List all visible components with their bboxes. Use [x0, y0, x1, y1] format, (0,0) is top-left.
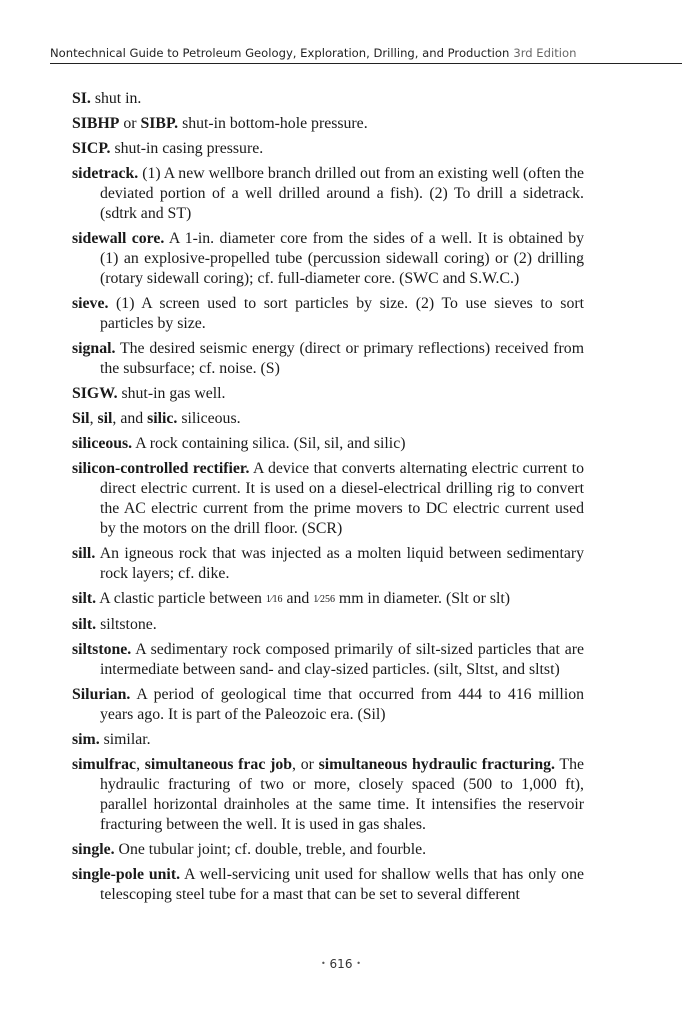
glossary-entry [72, 139, 584, 159]
entry-definition: shut-in casing pressure. [114, 140, 264, 157]
fraction-one-sixteenth: 1⁄16 [265, 594, 283, 605]
entry-definition: A clastic particle between [99, 590, 266, 607]
entry-term: SICP. [72, 140, 111, 157]
entry-term: single-pole unit. [72, 866, 181, 883]
bullet-right: • [356, 959, 361, 968]
page-number: 616 [329, 957, 353, 971]
glossary-entry [72, 409, 584, 429]
glossary-entry [72, 544, 584, 584]
entry-definition: siliceous. [181, 410, 241, 427]
running-header [50, 46, 682, 64]
entry-definition: A period of geological time that occurred from 444 to 416 million years ago. It is part of the Paleozoic era. (Sil) [100, 686, 585, 723]
entry-connector: , [89, 410, 98, 427]
entry-term-alt: simultaneous frac job [144, 756, 293, 773]
entry-definition: (1) A screen used to sort particles by size. (2) To use sieves to sort particles by size. [100, 295, 584, 332]
entry-term: silt. [72, 590, 97, 607]
glossary-entry [72, 164, 584, 224]
entry-term: single. [72, 841, 115, 858]
entry-definition: and [282, 590, 314, 607]
glossary-entry [72, 384, 584, 404]
glossary-entries [72, 89, 584, 910]
glossary-entry [72, 730, 584, 750]
entry-definition: shut-in gas well. [121, 385, 226, 402]
glossary-entry [72, 114, 584, 134]
entry-connector: , [136, 756, 145, 773]
entry-term: Silurian. [72, 686, 131, 703]
entry-definition: One tubular joint; cf. double, treble, and fourble. [118, 841, 427, 858]
bullet-left: • [321, 959, 326, 968]
entry-term: siliceous. [72, 435, 133, 452]
entry-term-alt: silic. [147, 410, 178, 427]
entry-definition: The hydraulic fracturing of two or more, closely spaced (500 to 1,000 ft), parallel horizontal drainholes at the same time. It intensifies the reservoir fracturing between the well. It is used in gas shales. [100, 756, 584, 833]
entry-term: signal. [72, 340, 116, 357]
entry-term: simulfrac [72, 756, 137, 773]
entry-term: siltstone. [72, 641, 132, 658]
page-footer [0, 957, 682, 971]
entry-term: sidetrack. [72, 165, 139, 182]
entry-term: sill. [72, 545, 96, 562]
glossary-entry [72, 434, 584, 454]
entry-definition: The desired seismic energy (direct or primary reflections) received from the subsurface; cf. noise. (S) [100, 340, 584, 377]
entry-term-alt: SIBP. [140, 115, 179, 132]
entry-term: sim. [72, 731, 100, 748]
glossary-entry [72, 865, 584, 905]
entry-definition: A device that converts alternating electric current to direct electric current. It is used on a diesel-electrical drilling rig to convert the AC electric current from the prime movers to DC electric current used by the motors on the drill floor. (SCR) [100, 460, 585, 537]
entry-definition: similar. [103, 731, 151, 748]
entry-definition: mm in diameter. (Slt or slt) [334, 590, 511, 607]
entry-term: SI. [72, 90, 91, 107]
entry-term-alt: simultaneous hydraulic fracturing. [318, 756, 555, 773]
edition-label: 3rd Edition [513, 46, 577, 60]
entry-definition: A sedimentary rock composed primarily of silt-sized particles that are intermediate between sand- and clay-sized particles. (silt, Sltst, and sltst) [100, 641, 585, 678]
glossary-entry [72, 685, 584, 725]
glossary-entry [72, 840, 584, 860]
entry-definition: siltstone. [100, 616, 157, 633]
entry-term: SIBHP [72, 115, 120, 132]
entry-definition: An igneous rock that was injected as a molten liquid between sedimentary rock layers; cf. dike. [99, 545, 585, 582]
glossary-entry [72, 589, 584, 610]
glossary-entry [72, 339, 584, 379]
entry-definition: (1) A new wellbore branch drilled out from an existing well (often the deviated portion of a well drilled around a fish). (2) To drill a sidetrack. (sdtrk and ST) [100, 165, 585, 222]
entry-connector: , and [112, 410, 148, 427]
entry-connector: , or [292, 756, 319, 773]
glossary-entry [72, 229, 584, 289]
glossary-entry [72, 755, 584, 835]
entry-term: silicon-controlled rectifier. [72, 460, 250, 477]
entry-term: sieve. [72, 295, 109, 312]
entry-definition: shut in. [94, 90, 142, 107]
entry-definition: A 1-in. diameter core from the sides of a well. It is obtained by (1) an explosive-propelled tube (percussion sidewall coring) or (2) drilling (rotary sidewall coring); cf. full-diameter core. (SWC and S.W.C.) [100, 230, 584, 287]
glossary-entry [72, 640, 584, 680]
book-title: Nontechnical Guide to Petroleum Geology, Exploration, Drilling, and Production [50, 46, 510, 60]
entry-term: silt. [72, 616, 97, 633]
entry-term: Sil [72, 410, 90, 427]
glossary-entry [72, 459, 584, 539]
entry-term: sidewall core. [72, 230, 165, 247]
entry-connector: or [123, 115, 137, 132]
entry-term-alt: sil [97, 410, 113, 427]
entry-definition: shut-in bottom-hole pressure. [182, 115, 368, 132]
entry-definition: A well-servicing unit used for shallow wells that has only one telescoping steel tube for a mast that can be set to several different [100, 866, 584, 903]
fraction-one-two-fifty-sixth: 1⁄256 [313, 594, 335, 605]
glossary-entry [72, 294, 584, 334]
entry-term: SIGW. [72, 385, 118, 402]
glossary-entry [72, 89, 584, 109]
entry-definition: A rock containing silica. (Sil, sil, and silic) [135, 435, 406, 452]
glossary-entry [72, 615, 584, 635]
